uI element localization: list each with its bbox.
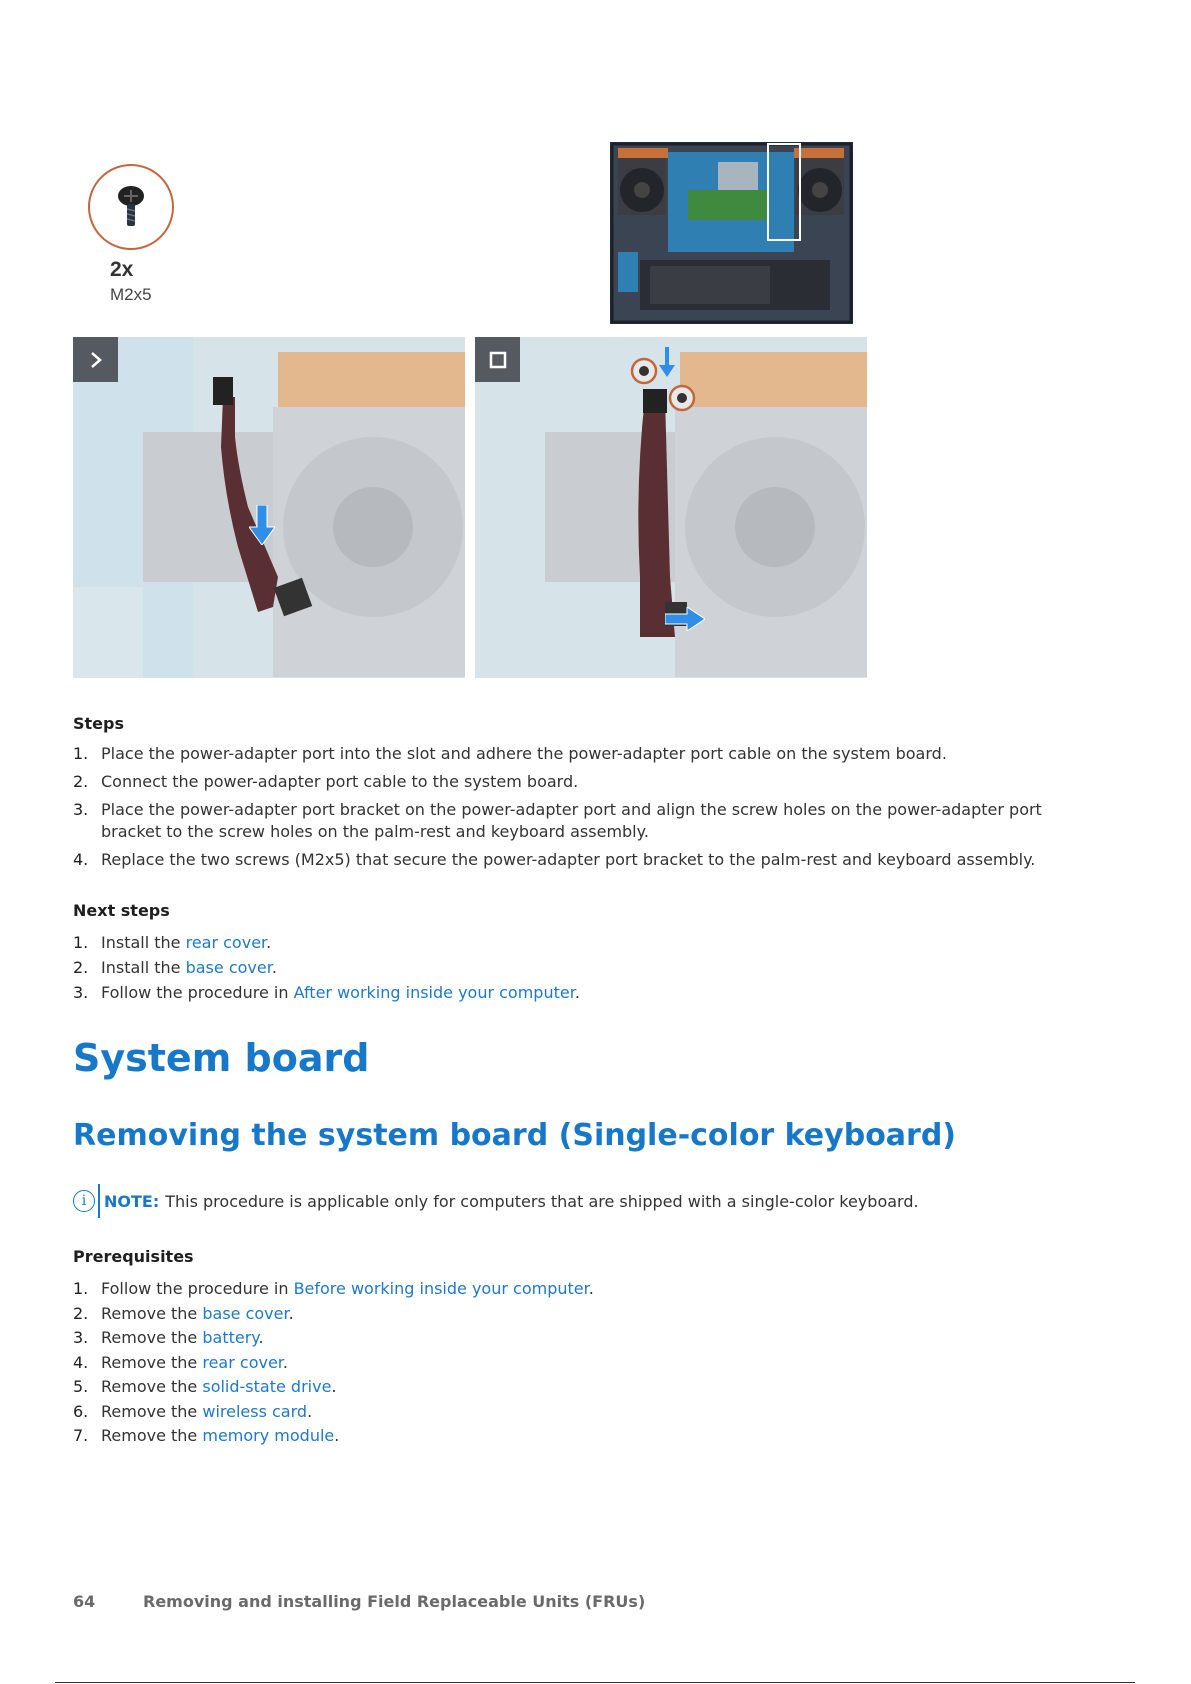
steps-heading: Steps	[73, 714, 124, 733]
link-base-cover[interactable]: base cover	[185, 958, 272, 977]
step-image-1	[73, 337, 465, 678]
screw-icon	[88, 164, 174, 250]
next-steps-list	[73, 932, 1083, 1004]
link-rear-cover[interactable]: rear cover	[202, 1352, 283, 1372]
section-title: System board	[73, 1036, 370, 1080]
link-battery[interactable]: battery	[202, 1328, 259, 1347]
chapter-title: Removing and installing Field Replaceable Units (FRUs)	[143, 1592, 646, 1611]
step-next-icon	[73, 337, 118, 382]
next-steps-heading: Next steps	[73, 901, 170, 920]
screw-marker-1-icon	[630, 357, 658, 389]
list-item: 3. Place the power-adapter port bracket on the power-adapter port and align the screw holes on the power-adapter port bracket to the screw holes on the palm-rest and keyboard assembly.	[73, 800, 1042, 841]
list-item: 1. Install the rear cover.	[73, 933, 272, 952]
list-item: 2. Connect the power-adapter port cable to the system board.	[73, 772, 579, 791]
info-icon: i	[73, 1190, 95, 1212]
screw-size: M2x5	[110, 285, 152, 304]
list-item: 7. Remove the memory module.	[73, 1426, 340, 1445]
list-item: 5. Remove the solid-state drive.	[73, 1377, 337, 1396]
list-item: 4. Remove the rear cover.	[73, 1352, 288, 1372]
list-item: 2. Remove the base cover.	[73, 1303, 294, 1323]
note-callout	[73, 1184, 919, 1218]
note-divider	[98, 1184, 100, 1218]
footer-rule	[55, 1682, 1135, 1683]
arrow-down-icon	[659, 347, 675, 381]
list-item: 4. Replace the two screws (M2x5) that secure the power-adapter port bracket to the palm-rest and keyboard assembly.	[73, 850, 1036, 869]
list-item: 1. Place the power-adapter port into the slot and adhere the power-adapter port cable on the system board.	[73, 744, 947, 763]
list-item: 6. Remove the wireless card.	[73, 1401, 313, 1421]
list-item: 2. Install the base cover.	[73, 958, 277, 977]
link-after-working[interactable]: After working inside your computer	[293, 983, 575, 1002]
link-solid-state-drive[interactable]: solid-state drive	[202, 1377, 332, 1396]
step-done-icon	[475, 337, 520, 382]
link-before-working[interactable]: Before working inside your computer	[293, 1279, 589, 1298]
arrow-right-icon	[665, 607, 705, 635]
link-rear-cover[interactable]: rear cover	[185, 933, 267, 952]
prerequisites-heading: Prerequisites	[73, 1247, 194, 1266]
note-label: NOTE:	[104, 1191, 160, 1211]
prerequisites-list	[73, 1278, 1083, 1447]
link-wireless-card[interactable]: wireless card	[202, 1401, 308, 1421]
arrow-down-icon	[249, 505, 275, 549]
page-number: 64	[73, 1592, 96, 1611]
note-text: This procedure is applicable only for computers that are shipped with a single-color keyboard.	[165, 1191, 919, 1211]
step-image-2	[475, 337, 867, 678]
list-item: 3. Remove the battery.	[73, 1328, 264, 1347]
link-base-cover[interactable]: base cover	[202, 1303, 289, 1323]
link-memory-module[interactable]: memory module	[202, 1426, 335, 1445]
laptop-overview-image	[610, 142, 853, 324]
list-item: 3. Follow the procedure in After working inside your computer.	[73, 983, 580, 1002]
steps-list	[73, 743, 1083, 871]
subsection-title: Removing the system board (Single-color keyboard)	[73, 1118, 957, 1153]
screw-marker-2-icon	[668, 384, 696, 416]
list-item: 1. Follow the procedure in Before working inside your computer.	[73, 1279, 594, 1298]
screw-quantity: 2x	[110, 258, 134, 281]
